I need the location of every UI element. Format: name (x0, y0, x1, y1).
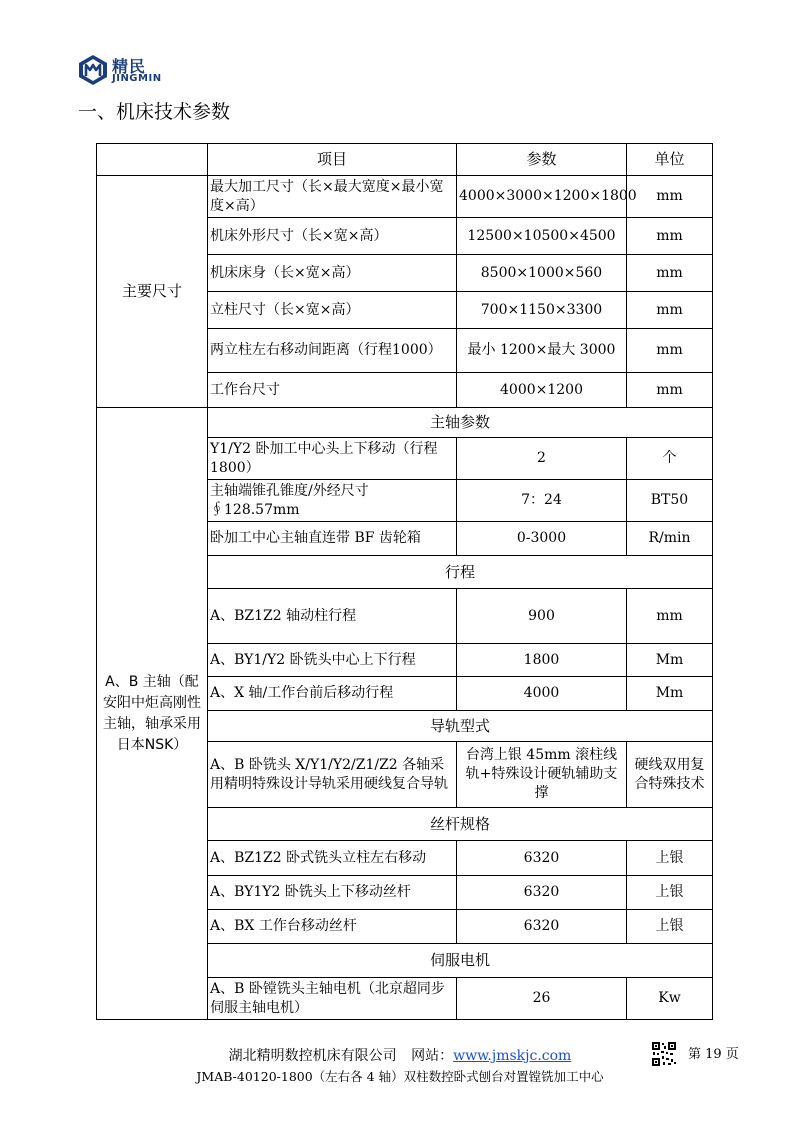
cell-param: 6320 (457, 841, 627, 876)
cell-unit: 上银 (627, 910, 713, 944)
cell-unit: Mm (627, 677, 713, 711)
table-header-row (97, 144, 713, 176)
cell-unit: Mm (627, 644, 713, 677)
footer-model-line: JMAB-40120-1800（左右各 4 轴）双柱数控卧式刨台对置镗铣加工中心 (196, 1069, 604, 1084)
cell-param: 12500×10500×4500 (457, 218, 627, 255)
cell-unit: 上银 (627, 876, 713, 910)
cell-param: 8500×1000×560 (457, 255, 627, 292)
cell-param: 900 (457, 589, 627, 644)
cell-unit: mm (627, 218, 713, 255)
group-label-spindle: A、B 主轴（配安阳中炬高刚性主轴，轴承采用日本NSK） (97, 408, 208, 1020)
cell-unit: mm (627, 589, 713, 644)
section-title: 一、机床技术参数 (78, 101, 231, 123)
cell-item: 两立柱左右移动间距离（行程1000） (208, 329, 457, 373)
cell-item: A、BZ1Z2 轴动柱行程 (208, 589, 457, 644)
section-title-guideway: 导轨型式 (208, 711, 713, 742)
cell-param: 4000×3000×1200×1800 (457, 176, 627, 218)
col-header-unit: 单位 (627, 144, 713, 176)
cell-item: 机床床身（长×宽×高） (208, 255, 457, 292)
cell-item: A、B 卧铣头 X/Y1/Y2/Z1/Z2 各轴采用精明特殊设计导轨采用硬线复合导轨 (208, 742, 457, 808)
table-row (97, 176, 713, 218)
cell-param: 26 (457, 978, 627, 1020)
section-header-row (97, 408, 713, 438)
cell-unit: 上银 (627, 841, 713, 876)
cell-item: 机床外形尺寸（长×宽×高） (208, 218, 457, 255)
cell-item: A、X 轴/工作台前后移动行程 (208, 677, 457, 711)
cell-item: A、BY1Y2 卧铣头上下移动丝杆 (208, 876, 457, 910)
col-header-item: 项目 (208, 144, 457, 176)
cell-param: 2 (457, 438, 627, 480)
cell-unit: mm (627, 176, 713, 218)
cell-param: 4000 (457, 677, 627, 711)
section-title-travel: 行程 (208, 556, 713, 589)
cell-item: 卧加工中心主轴直连带 BF 齿轮箱 (208, 522, 457, 556)
cell-item: Y1/Y2 卧加工中心头上下移动（行程 1800） (208, 438, 457, 480)
cell-unit: R/min (627, 522, 713, 556)
section-title-servo: 伺服电机 (208, 944, 713, 978)
cell-param: 6320 (457, 910, 627, 944)
logo-text-en: JINGMIN (112, 73, 162, 84)
cell-unit: mm (627, 292, 713, 329)
cell-item: A、BY1/Y2 卧铣头中心上下行程 (208, 644, 457, 677)
cell-item: A、B 卧镗铣头主轴电机（北京超同步伺服主轴电机） (208, 978, 457, 1020)
cell-item: 最大加工尺寸（长×最大宽度×最小宽度×高） (208, 176, 457, 218)
cell-param: 4000×1200 (457, 373, 627, 408)
cell-param: 1800 (457, 644, 627, 677)
cell-item: 主轴端锥孔锥度/外经尺寸∮128.57mm (208, 480, 457, 522)
qr-code-icon (651, 1041, 677, 1067)
section-title-spindle: 主轴参数 (208, 408, 713, 438)
spec-table (96, 143, 713, 1020)
cell-param: 700×1150×3300 (457, 292, 627, 329)
company-logo (77, 54, 177, 90)
cell-unit: mm (627, 373, 713, 408)
cell-unit: BT50 (627, 480, 713, 522)
cell-unit: 个 (627, 438, 713, 480)
jingmin-logo-icon (77, 54, 109, 86)
footer-site-label: 网站： (411, 1048, 454, 1064)
footer-website-link[interactable]: www.jmskjc.com (453, 1048, 572, 1064)
page-number: 第 19 页 (688, 1047, 739, 1062)
logo-text-cn: 精民 (112, 57, 147, 76)
cell-param: 7：24 (457, 480, 627, 522)
cell-unit: 硬线双用复合特殊技术 (627, 742, 713, 808)
section-title-ballscrew: 丝杆规格 (208, 808, 713, 841)
cell-param: 0-3000 (457, 522, 627, 556)
col-header-param: 参数 (457, 144, 627, 176)
cell-unit: mm (627, 255, 713, 292)
cell-param: 最小 1200×最大 3000 (457, 329, 627, 373)
cell-param: 6320 (457, 876, 627, 910)
cell-item: A、BX 工作台移动丝杆 (208, 910, 457, 944)
cell-unit: Kw (627, 978, 713, 1020)
cell-item: 工作台尺寸 (208, 373, 457, 408)
cell-item: A、BZ1Z2 卧式铣头立柱左右移动 (208, 841, 457, 876)
col-header-blank (97, 144, 208, 176)
cell-item: 立柱尺寸（长×宽×高） (208, 292, 457, 329)
group-label-main: 主要尺寸 (97, 176, 208, 408)
footer-company-name: 湖北精明数控机床有限公司 (228, 1048, 397, 1064)
cell-unit: mm (627, 329, 713, 373)
cell-param: 台湾上银 45mm 滚柱线轨+特殊设计硬轨辅助支撑 (457, 742, 627, 808)
footer-company-line (0, 1045, 800, 1065)
